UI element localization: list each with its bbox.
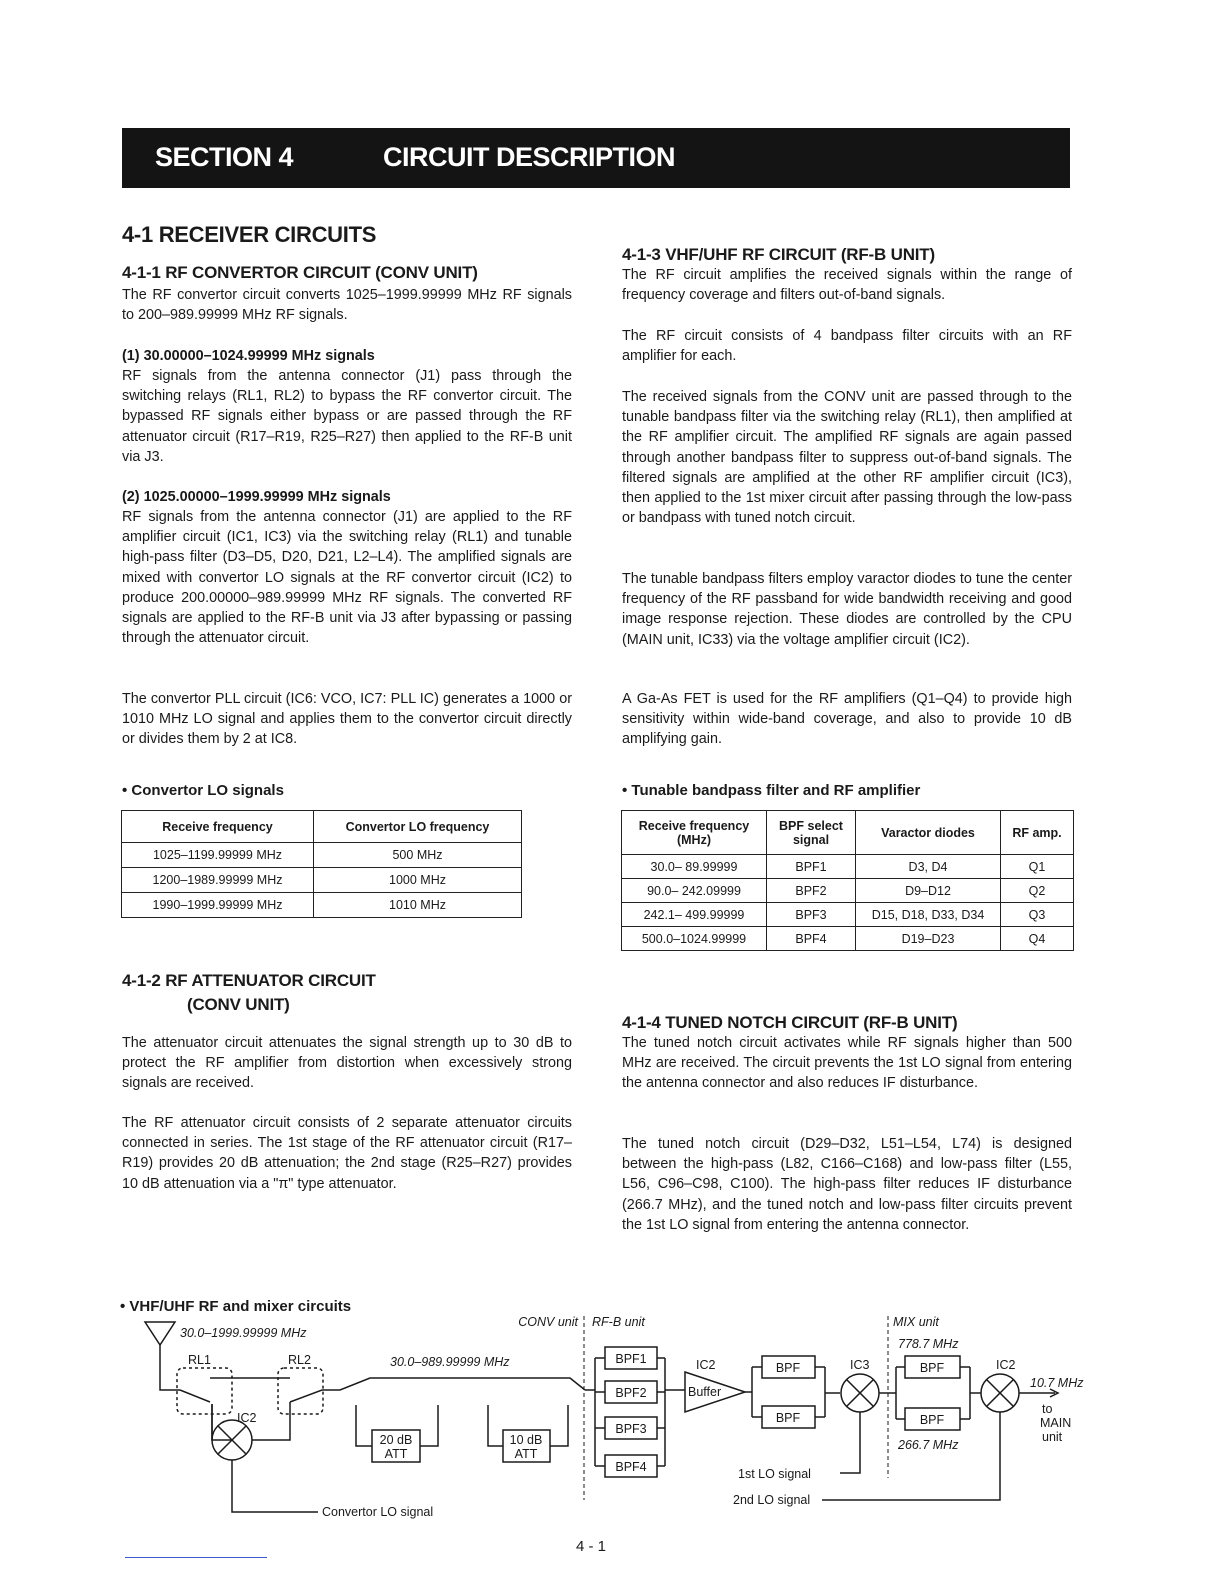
diagram-label: ATT <box>384 1447 408 1461</box>
diagram-line <box>847 1380 873 1406</box>
heading-receiver-circuits: 4-1 RECEIVER CIRCUITS <box>122 222 377 247</box>
paragraph: The received signals from the CONV unit are passed through to the tunable bandpass filter via the switching relay (RL1), then amplified at the RF amplifier circuit. The amplified RF signals are again passed through another bandpass filter to suppress out-of-band signals. The filtered signals are amplified at the other RF amplifier circuit (IC3), then applied to the 1st mixer circuit after passing through the low-pass or bandpass with tuned notch circuit. <box>622 389 1072 527</box>
freq-778-label: 778.7 MHz <box>898 1337 959 1351</box>
mix-unit-label: MIX unit <box>893 1315 939 1329</box>
table-header: Varactor diodes <box>856 811 1001 855</box>
ic2-conv-label: IC2 <box>237 1411 257 1425</box>
table-header: RF amp. <box>1001 811 1074 855</box>
diagram-label: BPF <box>919 1361 945 1375</box>
diagram-label: ATT <box>514 1447 538 1461</box>
cell: 90.0– 242.09999 <box>622 879 767 903</box>
cell: 1990–1999.99999 MHz <box>122 893 314 918</box>
bpf-bank <box>595 1347 665 1477</box>
diagram-label: BPF3 <box>615 1422 647 1436</box>
freq-266-label: 266.7 MHz <box>898 1438 959 1452</box>
heading-4-1-2-line2: (CONV UNIT) <box>187 995 290 1014</box>
diagram-label: BPF <box>775 1411 801 1425</box>
cell: D3, D4 <box>856 855 1001 879</box>
rl1-label: RL1 <box>188 1353 211 1367</box>
ic3-label: IC3 <box>850 1358 870 1372</box>
paragraph: The tuned notch circuit (D29–D32, L51–L54, L74) is designed between the high-pass (L82, C166–C168) and low-pass filter (L55, L56, C96–C98, C100). The high-pass filter reduces IF disturbance (266.7 MHz), and the tuned notch and low-pass filter circuits prevent the 1st LO signal from entering the antenna connector. <box>622 1136 1072 1233</box>
page-number: 4 - 1 <box>576 1538 607 1555</box>
antenna-icon <box>145 1322 180 1390</box>
rl1-relay <box>177 1368 232 1414</box>
paragraph: RF signals from the antenna connector (J1) pass through the switching relays (RL1, RL2) to bypass the RF convertor circuit. The bypassed RF signals either bypass or are passed through the RF attenuator circuit (R17–R19, R25–R27) then applied to the RF-B unit via J3. <box>122 368 572 465</box>
table-header: BPF select signal <box>767 811 856 855</box>
subheading: (1) 30.00000–1024.99999 MHz signals <box>122 348 375 364</box>
cell: Q3 <box>1001 903 1074 927</box>
diagram-label: BPF2 <box>615 1386 647 1400</box>
cell: Q2 <box>1001 879 1074 903</box>
paragraph: The RF circuit amplifies the received signals within the range of frequency coverage and filters out-of-band signals. <box>622 267 1072 304</box>
cell: D15, D18, D33, D34 <box>856 903 1001 927</box>
cell: 500.0–1024.99999 <box>622 927 767 951</box>
table-caption: • Convertor LO signals <box>122 782 284 799</box>
rl2-label: RL2 <box>288 1353 311 1367</box>
divider <box>125 1557 267 1558</box>
conv-lo-label: Convertor LO signal <box>322 1505 434 1519</box>
table-caption: • Tunable bandpass filter and RF amplifier <box>622 782 921 799</box>
cell: Q4 <box>1001 927 1074 951</box>
paragraph: RF signals from the antenna connector (J1) are applied to the RF amplifier circuit (IC1, IC3) via the switching relay (RL1) and tunable high-pass filter (D3–D5, D20, D21, L2–L4). The amplified signals are mixed with convertor LO signals at the RF convertor circuit (IC2) to produce 200.00000–989.99999 MHz RF signals. The converted RF signals are applied to the RF-B unit via J3 after bypassing or passing through the attenuator circuit. <box>122 509 572 647</box>
heading-4-1-2: 4-1-2 RF ATTENUATOR CIRCUIT <box>122 971 376 990</box>
ic2-mix-label: IC2 <box>996 1358 1016 1372</box>
diagram-line <box>987 1380 1013 1406</box>
cell: Q1 <box>1001 855 1074 879</box>
heading-4-1-3: 4-1-3 VHF/UHF RF CIRCUIT (RF-B UNIT) <box>622 245 935 264</box>
diagram-label: 10 dB <box>509 1433 543 1447</box>
cell: 500 MHz <box>314 843 522 868</box>
paragraph: The attenuator circuit attenuates the signal strength up to 30 dB to protect the RF amplifier from distortion when excessively strong signals are received. <box>122 1035 572 1092</box>
cell: BPF3 <box>767 903 856 927</box>
paragraph: A Ga-As FET is used for the RF amplifiers (Q1–Q4) to provide high sensitivity within wide-band coverage, and also to provide 10 dB amplifying gain. <box>622 691 1072 748</box>
diagram-label: 20 dB <box>379 1433 413 1447</box>
cell: 242.1– 499.99999 <box>622 903 767 927</box>
cell: 1010 MHz <box>314 893 522 918</box>
cell: D19–D23 <box>856 927 1001 951</box>
buffer-label: Buffer <box>688 1385 722 1399</box>
diagram-label: to <box>1042 1402 1053 1416</box>
diagram-label: BPF <box>775 1361 801 1375</box>
heading-4-1-1: 4-1-1 RF CONVERTOR CIRCUIT (CONV UNIT) <box>122 263 478 282</box>
diagram-line <box>822 1412 1000 1500</box>
diagram-line <box>595 1358 665 1466</box>
mid-range-label: 30.0–989.99999 MHz <box>390 1355 510 1369</box>
second-lo-label: 2nd LO signal <box>733 1493 811 1507</box>
diagram-label: BPF <box>919 1413 945 1427</box>
rl2-relay <box>278 1368 323 1414</box>
paragraph: The RF attenuator circuit consists of 2 separate attenuator circuits connected in series. The 1st stage of the RF attenuator circuit (R17–R19) provides 20 dB attenuation; the 2nd stage (R25–R27) provides 10 dB attenuation via a "π" type attenuator. <box>122 1115 572 1192</box>
table-header: Receive frequency (MHz) <box>622 811 767 855</box>
ic2-buffer-label: IC2 <box>696 1358 716 1372</box>
first-mixer-icon <box>841 1374 879 1412</box>
diagram-line <box>840 1412 860 1473</box>
cell: 1200–1989.99999 MHz <box>122 868 314 893</box>
cell: BPF2 <box>767 879 856 903</box>
paragraph: The convertor PLL circuit (IC6: VCO, IC7: PLL IC) generates a 1000 or 1010 MHz LO signal and applies them to the convertor circuit directly or divides them by 2 at IC8. <box>122 691 572 748</box>
table-header: Receive frequency <box>122 811 314 843</box>
heading-4-1-4: 4-1-4 TUNED NOTCH CIRCUIT (RF-B UNIT) <box>622 1013 958 1032</box>
section-number: SECTION 4 <box>155 142 294 172</box>
rfb-unit-label: RF-B unit <box>592 1315 645 1329</box>
freq-107-label: 10.7 MHz <box>1030 1376 1084 1390</box>
cell: BPF1 <box>767 855 856 879</box>
diagram-label: BPF4 <box>615 1460 647 1474</box>
diagram-line <box>180 1378 290 1440</box>
subheading: (2) 1025.00000–1999.99999 MHz signals <box>122 489 391 505</box>
cell: BPF4 <box>767 927 856 951</box>
cell: D9–D12 <box>856 879 1001 903</box>
cell: 30.0– 89.99999 <box>622 855 767 879</box>
input-range-label: 30.0–1999.99999 MHz <box>180 1326 307 1340</box>
table-header: Convertor LO frequency <box>314 811 522 843</box>
second-mixer-icon <box>981 1374 1019 1412</box>
cell: 1000 MHz <box>314 868 522 893</box>
section-title: CIRCUIT DESCRIPTION <box>383 142 676 172</box>
cell: 1025–1199.99999 MHz <box>122 843 314 868</box>
diagram-line <box>232 1460 318 1512</box>
output-arrow-icon <box>1019 1389 1058 1397</box>
conv-unit-label: CONV unit <box>518 1315 578 1329</box>
diagram-label: unit <box>1042 1430 1063 1444</box>
diagram-label: MAIN <box>1040 1416 1072 1430</box>
paragraph: The RF convertor circuit converts 1025–1999.99999 MHz RF signals to 200–989.99999 MHz RF signals. <box>122 287 572 324</box>
diagram-label: BPF1 <box>615 1352 647 1366</box>
paragraph: The tuned notch circuit activates while RF signals higher than 500 MHz are received. The circuit prevents the 1st LO signal from entering the antenna connector and also reduces IF disturbance. <box>622 1035 1072 1092</box>
diagram-caption: • VHF/UHF RF and mixer circuits <box>120 1298 352 1315</box>
first-lo-label: 1st LO signal <box>738 1467 811 1481</box>
paragraph: The RF circuit consists of 4 bandpass filter circuits with an RF amplifier for each. <box>622 328 1072 365</box>
paragraph: The tunable bandpass filters employ varactor diodes to tune the center frequency of the RF passband for wide bandwidth receiving and good image response rejection. These diodes are controlled by the CPU (MAIN unit, IC33) via the voltage amplifier circuit (IC2). <box>622 571 1072 648</box>
diagram-line <box>585 1358 685 1466</box>
diagram-line <box>145 1322 180 1390</box>
